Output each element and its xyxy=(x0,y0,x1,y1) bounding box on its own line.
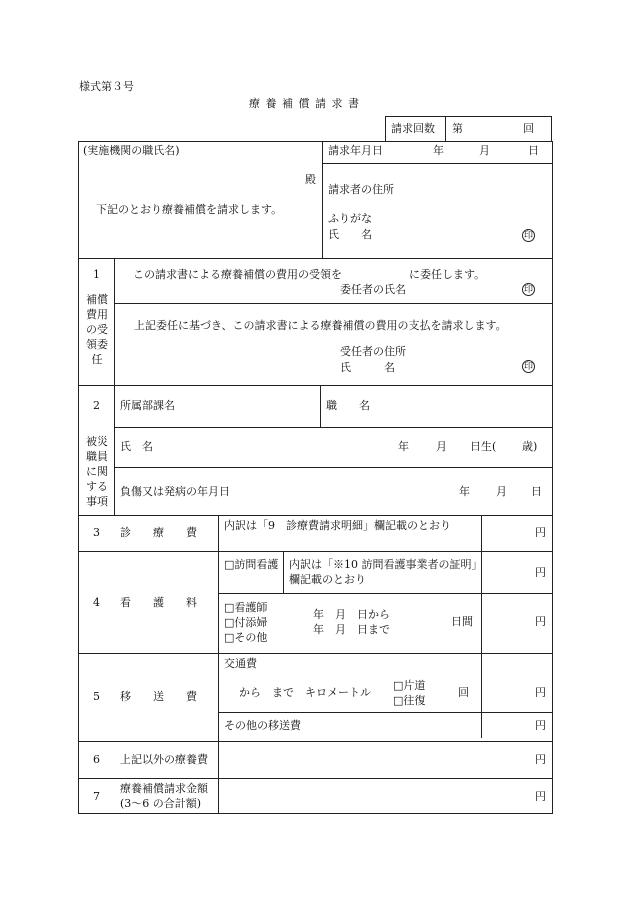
claimant-name-label: 氏 名 xyxy=(328,228,372,241)
section7-yen: 円 xyxy=(535,790,546,803)
agency-label: (実施機関の職氏名) xyxy=(83,144,180,157)
visit-nursing-yen: 円 xyxy=(535,566,546,579)
injury-day: 日 xyxy=(531,485,542,498)
claim-count-label: 請求回数 xyxy=(391,122,435,135)
form-number: 様式第３号 xyxy=(79,80,134,93)
transport-yen: 円 xyxy=(535,686,546,699)
trip-round-option[interactable]: □往復 xyxy=(393,694,426,707)
caregiver-option-attendant[interactable]: □付添婦 xyxy=(224,616,268,629)
section1-label: 補償費用の受領委任 xyxy=(86,293,108,366)
claimant-seal-mark: 印 xyxy=(523,231,533,241)
receiver-seal-mark: 印 xyxy=(523,362,533,372)
furigana-label: ふりがな xyxy=(328,212,372,225)
section6-yen: 円 xyxy=(535,753,546,766)
care-days-label: 日間 xyxy=(451,615,473,628)
visit-nursing-label: □訪問看護 xyxy=(224,558,279,571)
claim-date-day: 日 xyxy=(528,144,539,157)
birth-month: 月 xyxy=(436,440,447,453)
section2-label: 被災職員に関する事項 xyxy=(86,435,108,508)
claim-date-label: 請求年月日 xyxy=(328,144,383,157)
injury-year: 年 xyxy=(459,485,470,498)
receiver-address-label: 受任者の住所 xyxy=(340,345,406,358)
section1-number: 1 xyxy=(93,268,100,281)
section4-label: 看 護 料 xyxy=(120,596,197,609)
care-period-from: 年 月 日から xyxy=(313,608,390,621)
other-transport-yen: 円 xyxy=(535,719,546,732)
trip-oneway-option[interactable]: □片道 xyxy=(393,679,426,692)
position-label: 職 名 xyxy=(326,399,370,412)
delegate-suffix: に委任します。 xyxy=(409,268,486,281)
claim-date-year: 年 xyxy=(433,144,444,157)
trip-times-label: 回 xyxy=(458,686,469,699)
employee-name-label: 氏 名 xyxy=(120,440,153,453)
claim-count-kai: 回 xyxy=(523,122,534,135)
caregiver-option-nurse[interactable]: □看護師 xyxy=(224,601,268,614)
section4-number: 4 xyxy=(93,596,100,609)
birth-year: 年 xyxy=(398,440,409,453)
care-period-to: 年 月 日まで xyxy=(313,623,390,636)
section3-number: 3 xyxy=(93,526,100,539)
claim-statement: 下記のとおり療養補償を請求します。 xyxy=(96,203,283,216)
department-label: 所属部課名 xyxy=(120,399,175,412)
claim-date-month: 月 xyxy=(479,144,490,157)
section2-number: 2 xyxy=(93,399,100,412)
care-yen: 円 xyxy=(535,615,546,628)
claim-count-dai: 第 xyxy=(452,122,463,135)
section5-number: 5 xyxy=(93,690,100,703)
transport-label: 交通費 xyxy=(224,657,257,670)
injury-month: 月 xyxy=(496,485,507,498)
section3-yen: 円 xyxy=(535,526,546,539)
age-label: 歳) xyxy=(522,440,538,453)
delegate-text: この請求書による療養補償の費用の受領を xyxy=(133,268,342,281)
delegator-seal-mark: 印 xyxy=(523,285,533,295)
payment-request-text: 上記委任に基づき、この請求書による療養補償の費用の支払を請求します。 xyxy=(134,319,507,332)
visit-nursing-detail: 内訳は「※10 訪問看護事業者の証明」欄記載のとおり xyxy=(289,558,477,586)
birth-day-label: 日生( xyxy=(470,440,497,453)
claimant-address-label: 請求者の住所 xyxy=(328,183,394,196)
route-text: から まで キロメートル xyxy=(239,686,371,699)
section6-number: 6 xyxy=(93,753,100,766)
receiver-name-label: 氏 名 xyxy=(340,361,395,374)
section5-label: 移 送 費 xyxy=(120,690,197,703)
section7-number: 7 xyxy=(93,790,100,803)
dono-text: 殿 xyxy=(305,173,316,186)
injury-date-label: 負傷又は発病の年月日 xyxy=(120,485,230,498)
section3-label: 診 療 費 xyxy=(120,526,197,539)
section7-label-line1: 療養補償請求金額 xyxy=(120,782,208,795)
other-transport-label: その他の移送費 xyxy=(224,719,301,732)
page-title: 療 養 補 償 請 求 書 xyxy=(249,97,360,110)
section7-label-line2: (3〜6 の合計額) xyxy=(120,797,202,810)
section3-detail-text: 内訳は「9 診療費請求明細」欄記載のとおり xyxy=(224,519,451,532)
section6-label: 上記以外の療養費 xyxy=(120,753,208,766)
caregiver-option-other[interactable]: □その他 xyxy=(224,631,268,644)
delegator-name-label: 委任者の氏名 xyxy=(340,283,406,296)
